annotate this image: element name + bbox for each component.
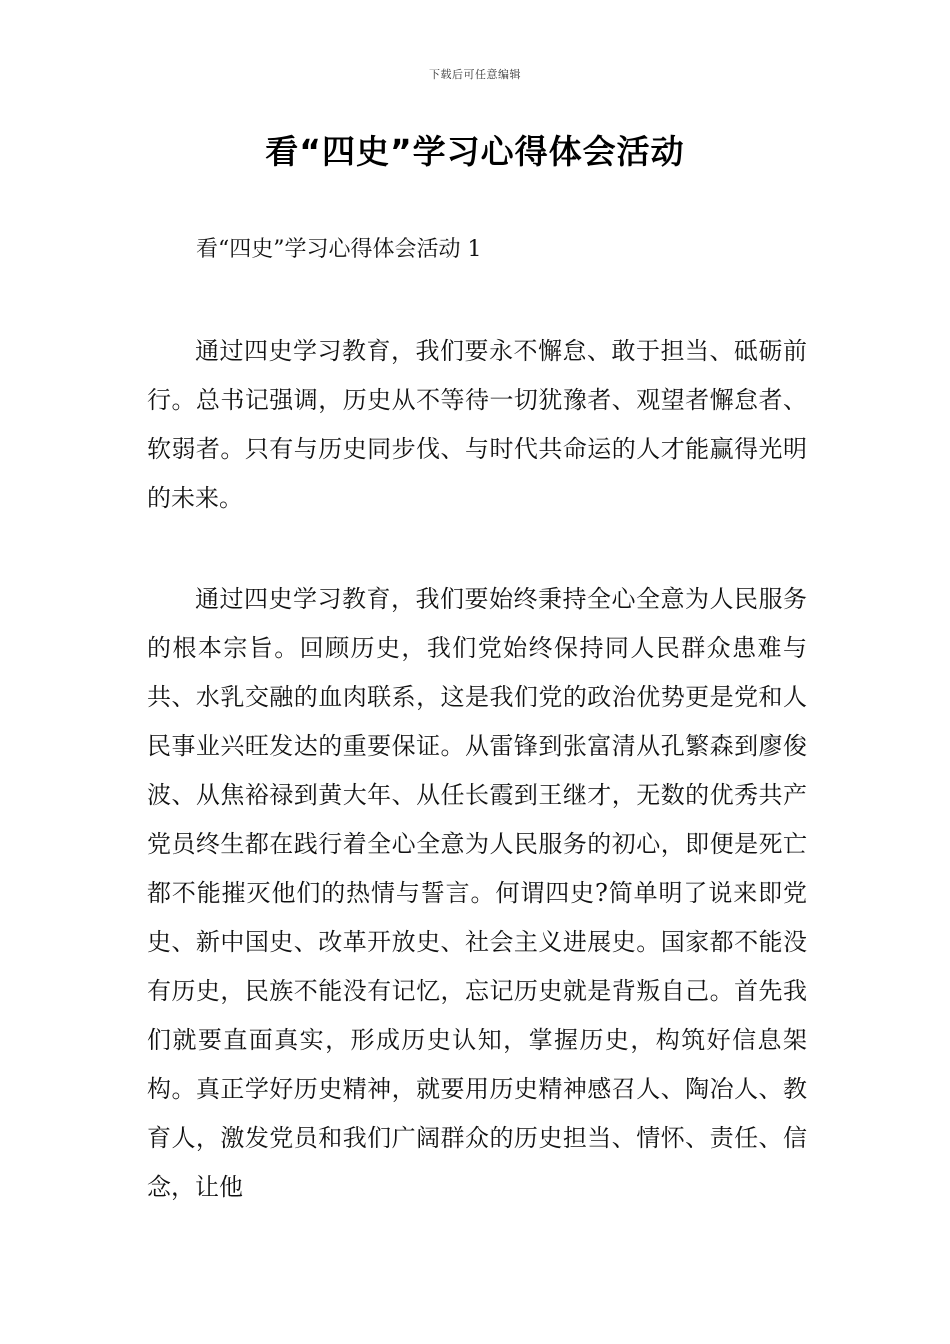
paragraph: 通过四史学习教育，我们要始终秉持全心全意为人民服务的根本宗旨。回顾历史，我们党始终保持同人民群众患难与共、水乳交融的血肉联系，这是我们党的政治优势更是党和人民事业兴旺发达的重要保证。从雷锋到张富清从孔繁森到廖俊波、从焦裕禄到黄大年、从任长霞到王继才，无数的优秀共产党员终生都在践行着全心全意为人民服务的初心，即便是死亡都不能摧灭他们的热情与誓言。何谓四史?简单明了说来即党史、新中国史、改革开放史、社会主义进展史。国家都不能没有历史，民族不能没有记忆，忘记历史就是背叛自己。首先我们就要直面真实，形成历史认知，掌握历史，构筑好信息架构。真正学好历史精神，就要用历史精神感召人、陶冶人、教育人，激发党员和我们广阔群众的历史担当、情怀、责任、信念，让他	[147, 585, 807, 1201]
paragraph: 通过四史学习教育，我们要永不懈怠、敢于担当、砥砺前行。总书记强调，历史从不等待一切犹豫者、观望者懈怠者、软弱者。只有与历史同步伐、与时代共命运的人才能赢得光明的未来。	[147, 337, 807, 512]
document-title: 看“四史”学习心得体会活动	[265, 132, 685, 171]
section-subtitle: 看“四史”学习心得体会活动 1	[196, 237, 482, 262]
header-note: 下载后可任意编辑	[429, 68, 521, 81]
